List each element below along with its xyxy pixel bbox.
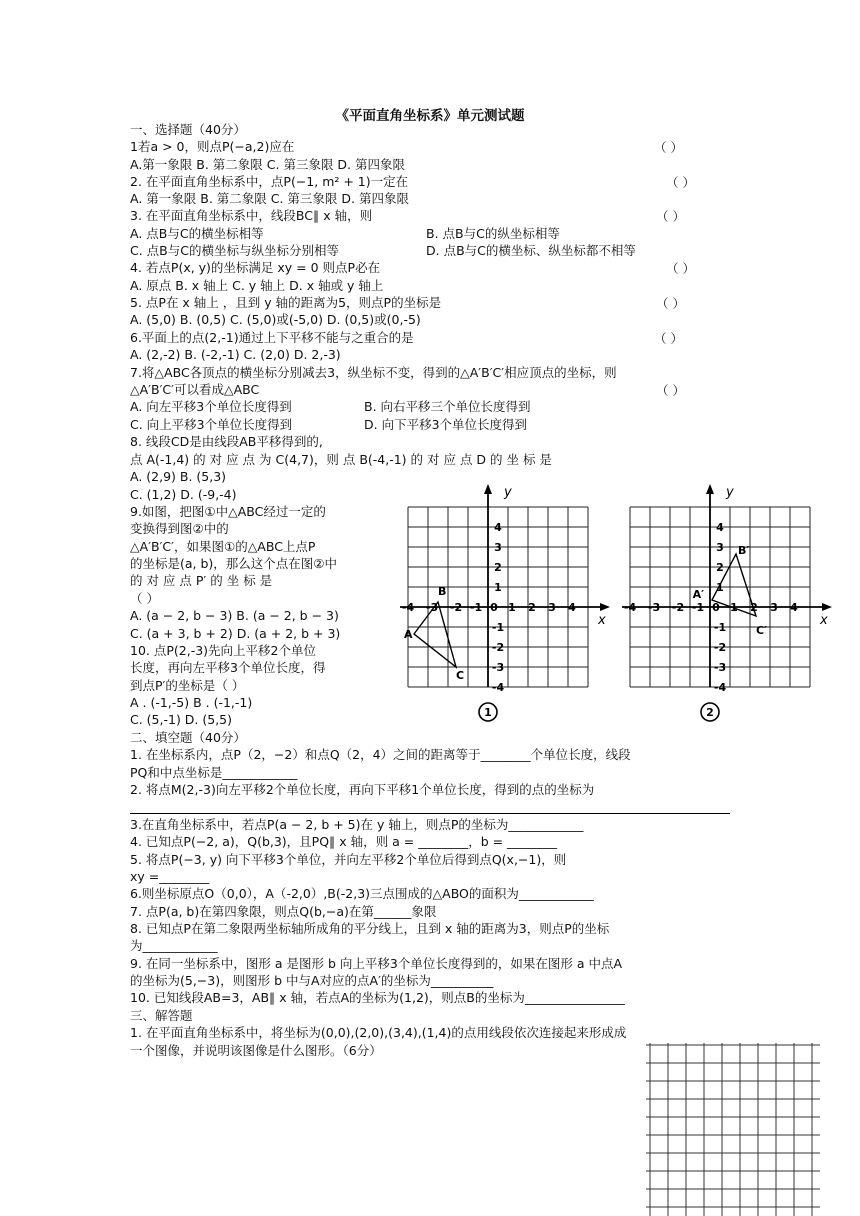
vertex-a-prime-label: A′ xyxy=(692,588,704,601)
page-title: 《平面直角坐标系》单元测试题 xyxy=(335,108,525,124)
tick-y: 3 xyxy=(494,541,502,554)
tick-y: -3 xyxy=(491,661,505,674)
q2: 2. 在平面直角坐标系中，点P(−1, m² + 1)一定在 xyxy=(130,174,409,189)
answer-paren: （ ） xyxy=(656,209,685,224)
section-fill: 二、填空题（40分） xyxy=(130,730,246,745)
q9-options-cd: C. (a + 3, b + 2) D. (a + 2, b + 3) xyxy=(130,626,341,641)
q6-options: A. (2,-2) B. (-2,-1) C. (2,0) D. 2,-3) xyxy=(130,347,341,362)
q9-line5: 的 对 应 点 P′ 的 坐 标 是 xyxy=(130,573,273,588)
tick-y: -2 xyxy=(491,641,505,654)
q7-option-c: C. 向上平移3个单位长度得到 xyxy=(130,417,293,432)
f10: 10. 已知线段AB=3，AB∥ x 轴，若点A的坐标为(1,2)，则点B的坐标为________________ xyxy=(130,990,625,1005)
section-choice: 一、选择题（40分） xyxy=(130,122,246,137)
f5-line2: xy =________ xyxy=(130,869,210,884)
tick-x: -4 xyxy=(623,601,637,614)
tick-y: -3 xyxy=(713,661,727,674)
tick-x: -1 xyxy=(469,601,483,614)
x-axis-arrow xyxy=(600,603,610,611)
s1-line2: 一个图像，并说明该图像是什么图形。（6分） xyxy=(130,1043,382,1058)
f9-line1: 9. 在同一坐标系中，图形 a 是图形 b 向上平移3个单位长度得到的，如果在图形 a 中点A xyxy=(130,956,622,971)
f1-line2: PQ和中点坐标是____________ xyxy=(130,765,298,780)
figure-caption: 2 xyxy=(706,706,714,719)
answer-paren: （ ） xyxy=(666,261,695,276)
figure-1-coordinate-grid xyxy=(400,482,620,722)
figure-caption: 1 xyxy=(484,706,492,719)
tick-x: 2 xyxy=(750,601,758,614)
q7-option-b: B. 向右平移三个单位长度得到 xyxy=(364,399,531,414)
f6: 6.则坐标原点O（0,0），A（-2,0）,B(-2,3)三点围成的△ABO的面积为____________ xyxy=(130,886,594,901)
tick-y: 1 xyxy=(716,581,724,594)
tick-x: 3 xyxy=(770,601,778,614)
q2-options: A. 第一象限 B. 第二象限 C. 第三象限 D. 第四象限 xyxy=(130,191,409,206)
q10-line1: 10. 点P(2,-3)先向上平移2个单位 xyxy=(130,643,316,658)
answer-paren: （ ） xyxy=(656,383,685,398)
tick-y: 3 xyxy=(716,541,724,554)
vertex-b-label: B xyxy=(438,585,447,598)
q10-options-ab: A . (-1,-5) B . (-1,-1) xyxy=(130,695,253,710)
q10-options-cd: C. (5,-1) D. (5,5) xyxy=(130,712,232,727)
f3: 3.在直角坐标系中，若点P(a − 2, b + 5)在 y 轴上，则点P的坐标为____________ xyxy=(130,817,584,832)
f8-line1: 8. 已知点P在第二象限两坐标轴所成角的平分线上，且到 x 轴的距离为3，则点P的坐标 xyxy=(130,921,610,936)
tick-x: 0 xyxy=(490,601,498,614)
vertex-b-prime-label: B′ xyxy=(738,544,750,557)
q5-options: A. (5,0) B. (0,5) C. (5,0)或(-5,0) D. (0,5)或(0,-5) xyxy=(130,312,421,327)
tick-y: 2 xyxy=(494,561,502,574)
q9-line2: 变换得到图②中的 xyxy=(130,521,229,536)
tick-y: -4 xyxy=(713,681,727,694)
q8-options-cd: C. (1,2) D. (-9,-4) xyxy=(130,487,237,502)
tick-x: -2 xyxy=(671,601,685,614)
s1-line1: 1. 在平面直角坐标系中，将坐标为(0,0),(2,0),(3,4),(1,4)的点用线段依次连接起来形成成 xyxy=(130,1025,627,1040)
q10-line2: 长度，再向左平移3个单位长度，得 xyxy=(130,660,326,675)
tick-x: 4 xyxy=(568,601,576,614)
tick-x: 0 xyxy=(712,601,720,614)
q4-options: A. 原点 B. x 轴上 C. y 轴上 D. x 轴或 y 轴上 xyxy=(130,278,384,293)
f9-line2: 的坐标为(5,−3)，则图形 b 中与A对应的点A′的坐标为__________ xyxy=(130,973,494,988)
q9-line1: 9.如图，把图①中△ABC经过一定的 xyxy=(130,504,326,519)
tick-y: -1 xyxy=(713,621,727,634)
q7-option-a: A. 向左平移3个单位长度得到 xyxy=(130,399,292,414)
vertex-a-label: A xyxy=(404,628,413,641)
q8-line2: 点 A(-1,4) 的 对 应 点 为 C(4,7)，则 点 B(-4,-1) 的 对 应 点 D 的 坐 标 是 xyxy=(130,452,552,467)
tick-x: -2 xyxy=(449,601,463,614)
tick-y: -2 xyxy=(713,641,727,654)
tick-y: 4 xyxy=(716,521,724,534)
x-axis-arrow xyxy=(822,603,832,611)
f7: 7. 点P(a, b)在第四象限，则点Q(b,−a)在第______象限 xyxy=(130,904,437,919)
q9-line6: （ ） xyxy=(130,591,159,606)
tick-x: -1 xyxy=(691,601,705,614)
q3: 3. 在平面直角坐标系中，线段BC∥ x 轴，则 xyxy=(130,208,373,223)
tick-y: 1 xyxy=(494,581,502,594)
q1-options: A.第一象限 B. 第二象限 C. 第三象限 D. 第四象限 xyxy=(130,157,405,172)
q3-option-d: D. 点B与C的横坐标、纵坐标都不相等 xyxy=(426,243,636,258)
section-answer: 三、解答题 xyxy=(130,1008,193,1023)
answer-paren: （ ） xyxy=(656,296,685,311)
q9-line4: 的坐标是(a, b)，那么这个点在图②中 xyxy=(130,556,338,571)
tick-y: -1 xyxy=(491,621,505,634)
y-axis-arrow xyxy=(706,484,714,494)
q7-line1: 7.将△ABC各顶点的横坐标分别减去3，纵坐标不变，得到的△A′B′C′相应顶点的坐标，则 xyxy=(130,365,617,380)
q3-option-b: B. 点B与C的纵坐标相等 xyxy=(426,226,560,241)
vertex-c-label: C xyxy=(456,669,465,682)
q1: 1若a > 0，则点P(−a,2)应在 xyxy=(130,139,295,154)
answer-paren: （ ） xyxy=(654,140,683,155)
q5: 5. 点P在 x 轴上 ，且到 y 轴的距离为5，则点P的坐标是 xyxy=(130,295,442,310)
q7-line2: △A′B′C′可以看成△ABC xyxy=(130,382,260,397)
answer-paren: （ ） xyxy=(666,175,695,190)
q4: 4. 若点P(x, y)的坐标满足 xy = 0 则点P必在 xyxy=(130,260,381,275)
x-axis-label: x xyxy=(820,613,828,628)
vertex-c-prime-label: C′ xyxy=(756,624,767,637)
y-axis-label: y xyxy=(726,485,734,500)
answer-paren: （ ） xyxy=(654,331,683,346)
tick-x: 3 xyxy=(548,601,556,614)
tick-x: 1 xyxy=(508,601,516,614)
tick-x: -3 xyxy=(647,601,661,614)
q9-line3: △A′B′C′，如果图①的△ABC上点P xyxy=(130,539,316,554)
q6: 6.平面上的点(2,-1)通过上下平移不能与之重合的是 xyxy=(130,330,414,345)
q10-line3: 到点P′的坐标是（ ） xyxy=(130,678,245,693)
y-axis-arrow xyxy=(484,484,492,494)
q8-line1: 8. 线段CD是由线段AB平移得到的, xyxy=(130,434,323,449)
tick-x: -4 xyxy=(401,601,415,614)
figure-2-coordinate-grid xyxy=(622,482,842,722)
tick-x: 2 xyxy=(528,601,536,614)
tick-x: 4 xyxy=(790,601,798,614)
q8-options-ab: A. (2,9) B. (5,3) xyxy=(130,469,227,484)
x-axis-label: x xyxy=(598,613,606,628)
y-axis-label: y xyxy=(504,485,512,500)
q7-option-d: D. 向下平移3个单位长度得到 xyxy=(364,417,528,432)
tick-x: -3 xyxy=(425,601,439,614)
answer-grid xyxy=(646,1043,820,1216)
f2-line1: 2. 将点M(2,-3)向左平移2个单位长度，再向下平移1个单位长度，得到的点的坐标为 xyxy=(130,782,595,797)
f1-line1: 1. 在坐标系内，点P（2，−2）和点Q（2，4）之间的距离等于________个单位长度，线段 xyxy=(130,747,631,762)
f4: 4. 已知点P(−2, a)，Q(b,3)，且PQ∥ x 轴，则 a = ________，b = ________ xyxy=(130,834,558,849)
q3-option-a: A. 点B与C的横坐标相等 xyxy=(130,226,264,241)
f5-line1: 5. 将点P(−3, y) 向下平移3个单位，并向左平移2个单位后得到点Q(x,−1)，则 xyxy=(130,852,567,867)
tick-y: 2 xyxy=(716,561,724,574)
tick-y: -4 xyxy=(491,681,505,694)
tick-x: 1 xyxy=(730,601,738,614)
f8-line2: 为____________ xyxy=(130,938,218,953)
tick-y: 4 xyxy=(494,521,502,534)
q3-option-c: C. 点B与C的横坐标与纵坐标分别相等 xyxy=(130,243,339,258)
f2-answer-line xyxy=(130,799,730,814)
q9-options-ab: A. (a − 2, b − 3) B. (a − 2, b − 3) xyxy=(130,608,339,623)
